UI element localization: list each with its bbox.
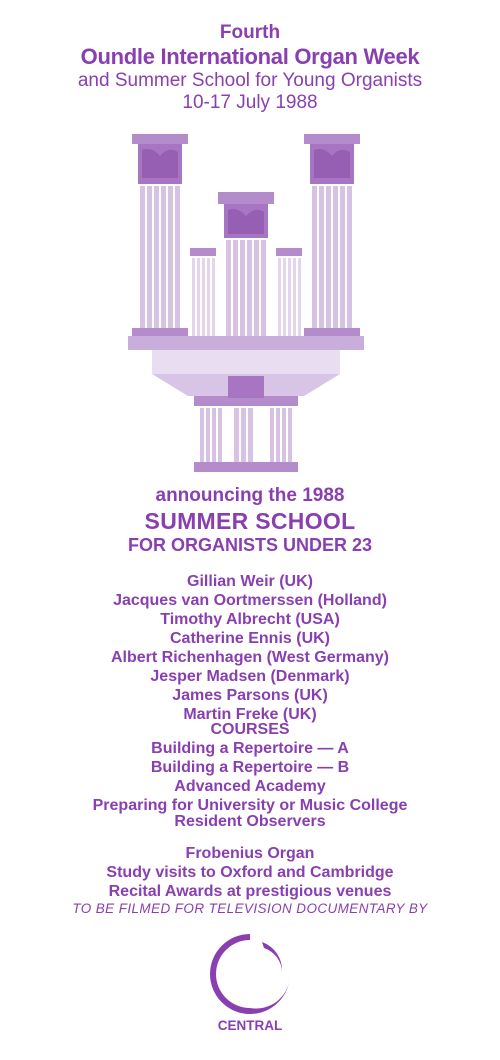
header-edition: Fourth (219, 22, 281, 43)
header-subtitle: and Summer School for Young Organists (77, 70, 423, 91)
central-logo-text: CENTRAL (217, 1018, 283, 1033)
tutor-item: Jesper Madsen (Denmark) (150, 668, 350, 685)
course-item: Advanced Academy (174, 778, 326, 795)
central-logo-icon (198, 928, 302, 1018)
observers-item: Resident Observers (174, 813, 326, 830)
tutor-item: Catherine Ennis (UK) (169, 630, 330, 647)
extra-item: Recital Awards at prestigious venues (108, 883, 392, 900)
organ-left-tower (132, 134, 188, 338)
announcement-title: SUMMER SCHOOL (144, 508, 356, 534)
announcement (0, 484, 500, 556)
organ-flats (190, 248, 302, 336)
extra-item: Frobenius Organ (185, 845, 315, 862)
observers-line (0, 812, 500, 831)
organ-right-tower (304, 134, 360, 338)
tutor-item: Martin Freke (UK) (183, 706, 317, 723)
tutor-item: Albert Richenhagen (West Germany) (111, 649, 389, 666)
course-list (0, 720, 500, 815)
extra-item: Study visits to Oxford and Cambridge (106, 864, 394, 881)
leaflet-header (0, 22, 500, 114)
tutor-item: James Parsons (UK) (172, 687, 328, 704)
tutor-item: Gillian Weir (UK) (187, 573, 313, 590)
course-item: Preparing for University or Music College (92, 797, 408, 814)
course-item: Building a Repertoire — A (151, 740, 349, 757)
organ-centre-tower (218, 192, 274, 336)
extras-list (0, 844, 500, 901)
tutor-item: Jacques van Oortmerssen (Holland) (113, 592, 387, 609)
header-dates: 10-17 July 1988 (182, 92, 318, 113)
tutor-item: Timothy Albrecht (USA) (160, 611, 340, 628)
course-item: Building a Repertoire — B (150, 759, 350, 776)
announcement-subtitle: FOR ORGANISTS UNDER 23 (127, 535, 373, 555)
filmed-notice: TO BE FILMED FOR TELEVISION DOCUMENTARY BY (72, 901, 428, 916)
courses-heading: COURSES (210, 721, 290, 738)
organ-illustration (128, 128, 364, 474)
header-title: Oundle International Organ Week (80, 44, 420, 69)
announcement-intro: announcing the 1988 (155, 485, 345, 506)
tutor-list (0, 572, 500, 724)
